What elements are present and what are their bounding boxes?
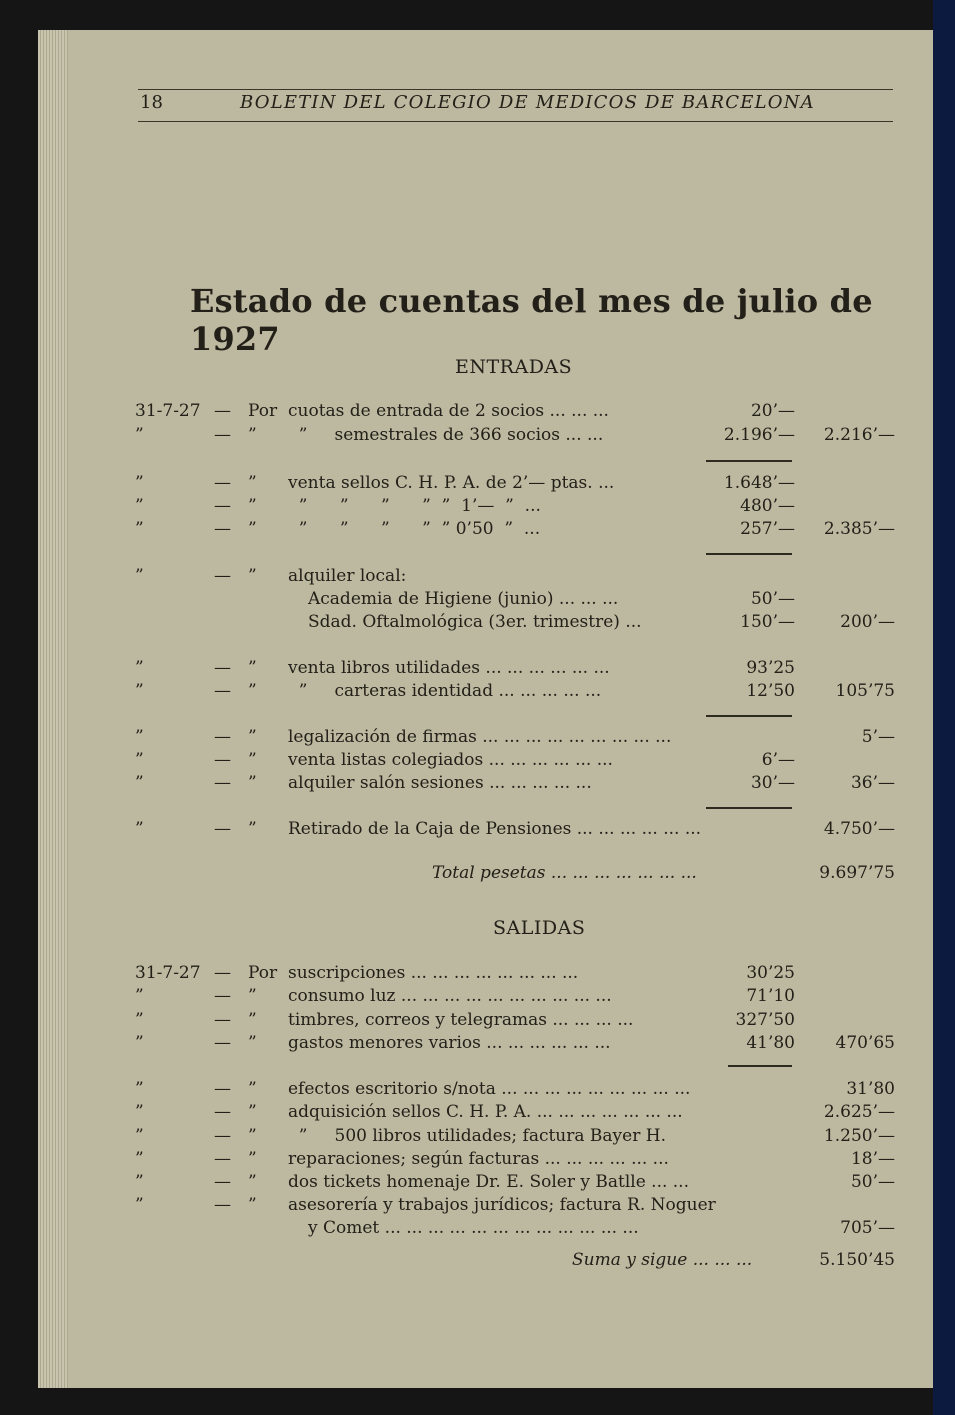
table-row	[0, 656, 955, 680]
row-description: alquiler salón sesiones ... ... ... ... ...	[288, 773, 592, 793]
table-row	[0, 817, 955, 841]
row-por: ”	[248, 658, 257, 678]
row-por: ”	[248, 1172, 257, 1192]
row-dash: —	[214, 681, 231, 701]
row-por: ”	[248, 1102, 257, 1122]
row-date: ”	[135, 1195, 144, 1215]
salidas-heading: SALIDAS	[493, 917, 586, 939]
row-total: 2.625’—	[823, 1102, 895, 1122]
row-date: ”	[135, 1033, 144, 1053]
row-dash: —	[214, 773, 231, 793]
row-total: 2.385’—	[823, 519, 895, 539]
row-por: ”	[248, 566, 257, 586]
row-description: dos tickets homenaje Dr. E. Soler y Batlle ... ...	[288, 1172, 689, 1192]
table-row	[0, 1216, 955, 1240]
table-row	[0, 961, 955, 985]
row-amount: 12’50	[746, 681, 795, 701]
row-dash: —	[214, 1010, 231, 1030]
row-por: ”	[248, 819, 257, 839]
table-row	[0, 494, 955, 518]
row-por: ”	[248, 681, 257, 701]
row-total: 50’—	[850, 1172, 895, 1192]
entradas-heading: ENTRADAS	[455, 356, 573, 378]
row-date: ”	[135, 727, 144, 747]
row-por: ”	[248, 1195, 257, 1215]
row-total: 2.216’—	[823, 425, 895, 445]
total-value: 9.697’75	[819, 863, 895, 883]
row-description: ” ” ” ” ” 0’50 ” ...	[288, 519, 541, 539]
row-amount: 20’—	[750, 401, 795, 421]
row-description: Sdad. Oftalmológica (3er. trimestre) ...	[308, 612, 642, 632]
running-title: BOLETIN DEL COLEGIO DE MEDICOS DE BARCELONA	[240, 92, 815, 113]
row-description: timbres, correos y telegramas ... ... ... ...	[288, 1010, 634, 1030]
row-por: ”	[248, 1126, 257, 1146]
row-amount: 2.196’—	[723, 425, 795, 445]
row-description: asesorería y trabajos jurídicos; factura R. Noguer	[288, 1195, 716, 1215]
table-row	[0, 610, 955, 634]
row-description: suscripciones ... ... ... ... ... ... ... ...	[288, 963, 579, 983]
row-description: ” semestrales de 366 socios ... ...	[288, 425, 604, 445]
row-por: ”	[248, 425, 257, 445]
row-date: ”	[135, 1102, 144, 1122]
total-value: 5.150’45	[819, 1250, 895, 1270]
row-total: 470’65	[835, 1033, 895, 1053]
row-dash: —	[214, 566, 231, 586]
row-amount: 480’—	[740, 496, 795, 516]
row-dash: —	[214, 1126, 231, 1146]
table-row	[0, 1147, 955, 1171]
table-row	[0, 423, 955, 447]
row-dash: —	[214, 496, 231, 516]
row-dash: —	[214, 819, 231, 839]
subtotal-rule	[706, 807, 792, 809]
row-amount: 6’—	[761, 750, 795, 770]
row-por: ”	[248, 750, 257, 770]
table-row	[0, 1170, 955, 1194]
row-description: venta libros utilidades ... ... ... ... ... ...	[288, 658, 610, 678]
row-total: 200’—	[840, 612, 895, 632]
row-total: 36’—	[850, 773, 895, 793]
row-dash: —	[214, 1195, 231, 1215]
row-por: ”	[248, 1010, 257, 1030]
row-description: ” ” ” ” ” 1’— ” ...	[288, 496, 541, 516]
row-dash: —	[214, 1172, 231, 1192]
table-row	[0, 1031, 955, 1055]
salidas-total-row	[0, 1248, 955, 1272]
row-amount: 327’50	[735, 1010, 795, 1030]
row-description: ” carteras identidad ... ... ... ... ...	[288, 681, 602, 701]
row-description: Retirado de la Caja de Pensiones ... ... ... ... ... ...	[288, 819, 702, 839]
row-description: adquisición sellos C. H. P. A. ... ... ... ... ... ... ...	[288, 1102, 683, 1122]
row-date: ”	[135, 496, 144, 516]
page-number: 18	[140, 92, 163, 113]
table-row	[0, 1077, 955, 1101]
row-amount: 1.648’—	[723, 473, 795, 493]
row-por: Por	[248, 401, 278, 421]
row-dash: —	[214, 473, 231, 493]
row-description: consumo luz ... ... ... ... ... ... ... ... ... ...	[288, 986, 612, 1006]
row-dash: —	[214, 425, 231, 445]
row-dash: —	[214, 401, 231, 421]
table-row	[0, 984, 955, 1008]
row-por: ”	[248, 1079, 257, 1099]
row-description: y Comet ... ... ... ... ... ... ... ... ... ... ... ...	[308, 1218, 639, 1238]
row-total: 5’—	[861, 727, 895, 747]
table-row	[0, 748, 955, 772]
row-description: venta listas colegiados ... ... ... ... ... ...	[288, 750, 613, 770]
row-total: 105’75	[835, 681, 895, 701]
row-amount: 50’—	[750, 589, 795, 609]
row-amount: 41’80	[746, 1033, 795, 1053]
row-date: ”	[135, 658, 144, 678]
row-por: ”	[248, 1149, 257, 1169]
row-description: legalización de firmas ... ... ... ... ... ... ... ... ...	[288, 727, 672, 747]
header-rule-top	[138, 89, 893, 90]
table-row	[0, 1193, 955, 1217]
row-description: Academia de Higiene (junio) ... ... ...	[308, 589, 619, 609]
row-dash: —	[214, 1033, 231, 1053]
row-date: ”	[135, 1010, 144, 1030]
row-date: ”	[135, 519, 144, 539]
row-date: ”	[135, 473, 144, 493]
table-row	[0, 771, 955, 795]
row-dash: —	[214, 1149, 231, 1169]
row-date: ”	[135, 1079, 144, 1099]
row-date: ”	[135, 681, 144, 701]
row-total: 18’—	[850, 1149, 895, 1169]
row-description: ” 500 libros utilidades; factura Bayer H.	[288, 1126, 666, 1146]
row-date: 31-7-27	[135, 963, 201, 983]
row-date: ”	[135, 1172, 144, 1192]
table-row	[0, 517, 955, 541]
row-date: ”	[135, 425, 144, 445]
table-row	[0, 399, 955, 423]
row-dash: —	[214, 963, 231, 983]
subtotal-rule	[706, 460, 792, 462]
table-row	[0, 679, 955, 703]
row-date: ”	[135, 819, 144, 839]
row-por: ”	[248, 773, 257, 793]
row-por: ”	[248, 727, 257, 747]
row-por: ”	[248, 1033, 257, 1053]
subtotal-rule	[706, 553, 792, 555]
row-amount: 150’—	[740, 612, 795, 632]
header-rule-bottom	[138, 121, 893, 122]
row-dash: —	[214, 519, 231, 539]
total-label: Suma y sigue ... ... ...	[572, 1250, 753, 1270]
row-dash: —	[214, 727, 231, 747]
row-date: ”	[135, 1149, 144, 1169]
row-description: alquiler local:	[288, 566, 407, 586]
table-row	[0, 471, 955, 495]
row-description: gastos menores varios ... ... ... ... ... ...	[288, 1033, 611, 1053]
row-amount: 93’25	[746, 658, 795, 678]
table-row	[0, 725, 955, 749]
row-total: 4.750’—	[823, 819, 895, 839]
page-title: Estado de cuentas del mes de julio de 1927	[190, 282, 873, 358]
row-dash: —	[214, 658, 231, 678]
subtotal-rule	[706, 715, 792, 717]
row-por: ”	[248, 519, 257, 539]
row-dash: —	[214, 986, 231, 1006]
row-dash: —	[214, 1079, 231, 1099]
row-date: ”	[135, 566, 144, 586]
row-date: ”	[135, 1126, 144, 1146]
row-amount: 71’10	[746, 986, 795, 1006]
row-description: venta sellos C. H. P. A. de 2’— ptas. ...	[288, 473, 615, 493]
row-total: 31’80	[846, 1079, 895, 1099]
row-date: 31-7-27	[135, 401, 201, 421]
table-row	[0, 564, 955, 588]
row-total: 705’—	[840, 1218, 895, 1238]
table-row	[0, 1124, 955, 1148]
total-label: Total pesetas ... ... ... ... ... ... ...	[432, 863, 697, 883]
entradas-total-row	[0, 861, 955, 885]
page-header	[140, 92, 890, 120]
row-date: ”	[135, 986, 144, 1006]
row-description: reparaciones; según facturas ... ... ... ... ... ...	[288, 1149, 669, 1169]
table-row	[0, 1008, 955, 1032]
row-por: ”	[248, 473, 257, 493]
row-description: cuotas de entrada de 2 socios ... ... ...	[288, 401, 609, 421]
table-row	[0, 1100, 955, 1124]
row-amount: 257’—	[740, 519, 795, 539]
table-row	[0, 587, 955, 611]
row-dash: —	[214, 1102, 231, 1122]
row-por: ”	[248, 986, 257, 1006]
row-date: ”	[135, 773, 144, 793]
row-date: ”	[135, 750, 144, 770]
row-amount: 30’—	[750, 773, 795, 793]
row-total: 1.250’—	[823, 1126, 895, 1146]
row-amount: 30’25	[746, 963, 795, 983]
row-por: ”	[248, 496, 257, 516]
row-por: Por	[248, 963, 278, 983]
row-dash: —	[214, 750, 231, 770]
row-description: efectos escritorio s/nota ... ... ... ... ... ... ... ... ...	[288, 1079, 691, 1099]
subtotal-rule	[728, 1065, 792, 1067]
